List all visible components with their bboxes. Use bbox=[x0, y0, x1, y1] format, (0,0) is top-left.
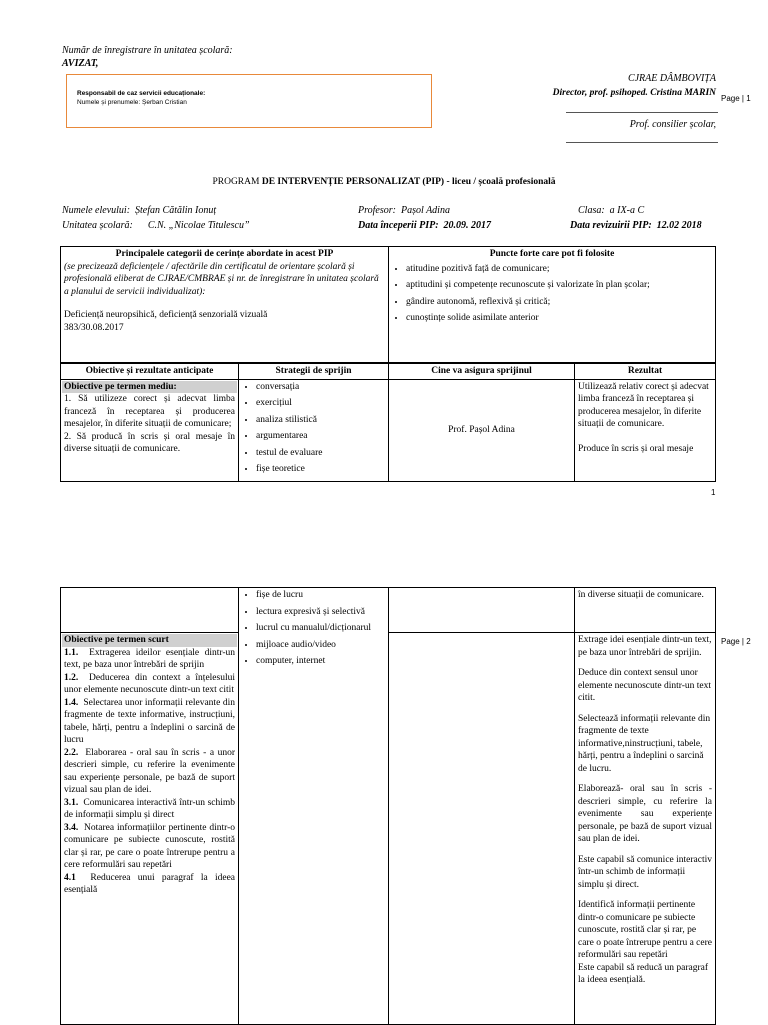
list-item: • aptitudini și competențe recunoscute și valorizate în plan școlar; bbox=[406, 279, 712, 292]
page-number-2: Page | 2 bbox=[721, 637, 751, 646]
signature-line-1 bbox=[566, 112, 718, 113]
result-column-header: Rezultat bbox=[575, 364, 716, 380]
title-prefix: PROGRAM bbox=[212, 177, 260, 187]
school-name: C.N. „Nicolae Titulescu” bbox=[147, 220, 250, 231]
requirements-note: (se precizează deficiențele / afectările din certificatul de orientare școlară și profesională eliberat de CJRAE/CMBRAE și nr. de înregistrare în unitatea școlară a planului de servicii individualizat): bbox=[64, 261, 379, 297]
who-cell-p2 bbox=[389, 633, 575, 1025]
requirements-cell bbox=[61, 247, 389, 363]
revision-date-row bbox=[570, 219, 702, 232]
list-item: • fișe de lucru bbox=[256, 589, 385, 602]
list-item: • lucrul cu manualul/dicționarul bbox=[256, 622, 385, 635]
registration-number-label: Număr de înregistrare în unitatea școlară: bbox=[62, 45, 233, 56]
short-result: Elaborează- oral sau în scris - descrieri simple, cu referire la evenimente sau experiențe personale, pe bază de suport vizual sau plan de idei. bbox=[578, 784, 712, 844]
strategies-list-p2 bbox=[242, 589, 385, 668]
short-objectives-heading: Obiective pe termen scurt bbox=[62, 634, 237, 647]
student-name-row bbox=[62, 204, 216, 217]
who-cell: Prof. Pașol Adina bbox=[389, 379, 575, 481]
short-objective: 1.4. Selectarea unor informații relevante din fragmente de texte informative, instrucțiuni, tabele, hărți, pentru a îndeplini o sarcină de lucru bbox=[64, 697, 235, 745]
requirements-heading: Principalele categorii de cerințe abordate in acest PIP bbox=[115, 249, 334, 259]
start-date: 20.09. 2017 bbox=[443, 220, 492, 231]
signature-line-2 bbox=[566, 142, 718, 143]
avizat-label: AVIZAT, bbox=[62, 58, 99, 69]
title-main: DE INTERVENȚIE PERSONALIZAT (PIP) - bbox=[261, 177, 450, 187]
student-name: Ștefan Cătălin Ionuț bbox=[135, 205, 217, 216]
result-cell bbox=[575, 379, 716, 481]
short-objective: 1.2. Deducerea din context a înțelesului unor elemente necunoscute dintr-un text citit bbox=[64, 672, 235, 695]
list-item: • mijloace audio/video bbox=[256, 639, 385, 652]
medium-objectives-cell bbox=[61, 379, 239, 481]
list-item: • lectura expresivă și selectivă bbox=[256, 606, 385, 619]
strategies-cell-p2 bbox=[239, 588, 389, 1025]
objectives-table bbox=[60, 363, 716, 482]
revision-date: 12.02 2018 bbox=[656, 220, 702, 231]
strategies-list bbox=[242, 381, 385, 476]
case-manager-name: Numele și prenumele: Șerban Cristian bbox=[77, 99, 187, 106]
short-objective: 3.1. Comunicarea interactivă într-un schimb de informații simplu și direct bbox=[64, 797, 236, 820]
list-item: • computer, internet bbox=[256, 655, 385, 668]
diagnosis-number: 383/30.08.2017 bbox=[64, 322, 124, 333]
short-result: Identifică informații pertinente dintr-o comunicare pe subiecte cunoscute, rostită clar și rar, pe care o poate întrerupe pentru a cere reformulări sau repetări bbox=[578, 900, 712, 960]
short-objectives-table bbox=[60, 587, 716, 1025]
diagnosis-text: Deficiență neuropsihică, deficiență senzorială vizuală bbox=[64, 310, 268, 320]
class-value: a IX-a C bbox=[609, 205, 645, 216]
director-label: Director, prof. psihoped. Cristina MARIN bbox=[552, 88, 716, 98]
revision-date-label: Data revizuirii PIP: bbox=[570, 220, 652, 231]
who-column-header: Cine va asigura sprijinul bbox=[389, 364, 575, 380]
requirements-table bbox=[60, 246, 716, 363]
short-results-cell bbox=[575, 633, 716, 1025]
list-item: • argumentarea bbox=[256, 430, 385, 443]
strategies-cell bbox=[239, 379, 389, 481]
short-objective: 1.1. Extragerea ideilor esențiale dintr-un text, pe baza unor întrebări de sprijin bbox=[64, 647, 236, 670]
short-result: Deduce din context sensul unor elemente necunoscute dintr-un text citit. bbox=[578, 668, 712, 703]
list-item: • fișe teoretice bbox=[256, 463, 385, 476]
list-item: • cunoștințe solide asimilate anterior bbox=[406, 312, 712, 325]
short-result: Selectează informații relevante din fragmente de texte informative,ninstrucțiuni, tabele, hărți, pentru a îndeplini o sarcină de lucru. bbox=[578, 713, 711, 774]
teacher-label: Profesor: bbox=[358, 205, 396, 216]
short-objectives-cell bbox=[61, 633, 239, 1025]
medium-objective-1: 1. Să utilizeze corect și adecvat limba franceză în receptarea și producerea mesajelor, în diferite situații de comunicare; bbox=[64, 394, 235, 429]
case-manager-box bbox=[66, 74, 432, 128]
cjrae-label: CJRAE DÂMBOVIȚA bbox=[627, 73, 716, 84]
strengths-heading: Puncte forte care pot fi folosite bbox=[489, 249, 615, 259]
strengths-cell bbox=[389, 247, 716, 363]
list-item: • testul de evaluare bbox=[256, 447, 385, 460]
medium-objectives-heading: Obiective pe termen mediu: bbox=[62, 381, 237, 394]
page-number-1: Page | 1 bbox=[721, 94, 751, 103]
strategies-column-header: Strategii de sprijin bbox=[239, 364, 389, 380]
strengths-list bbox=[392, 263, 712, 325]
objectives-column-header: Obiective și rezultate anticipate bbox=[61, 364, 239, 380]
class-row bbox=[578, 204, 644, 217]
list-item: • analiza stilistică bbox=[256, 414, 385, 427]
short-result: Extrage idei esențiale dintr-un text, pe baza unor întrebări de sprijin. bbox=[578, 635, 712, 658]
title-suffix: liceu / școală profesională bbox=[451, 177, 556, 187]
medium-result-1: Utilizează relativ corect și adecvat limba franceză în receptarea și producerea mesajelor, în diferite situații de comunicare. bbox=[578, 381, 709, 429]
teacher-row bbox=[358, 204, 450, 217]
empty-objectives-cell bbox=[61, 588, 239, 633]
list-item: • atitudine pozitivă față de comunicare; bbox=[406, 263, 712, 276]
list-item: • exercițiul bbox=[256, 397, 385, 410]
empty-who-cell bbox=[389, 588, 575, 633]
short-objective: 3.4. Notarea informațiilor pertinente dintr-o comunicare pe subiecte cunoscute, rostită clar și rar, pe care o poate întrerupe pentru a cere reformulări sau repetări bbox=[64, 822, 235, 870]
student-name-label: Numele elevului: bbox=[62, 205, 131, 216]
short-result: Este capabil să comunice interactiv într-un schimb de informații simplu și direct. bbox=[578, 854, 712, 890]
short-objective: 2.2. Elaborarea - oral sau în scris - a unor descrieri simple, cu referire la evenimente sau experiențe personale, pe bază de suport vizual sau plan de idei. bbox=[64, 747, 235, 795]
medium-objective-2: 2. Să producă în scris și oral mesaje în diverse situații de comunicare. bbox=[64, 431, 235, 454]
page-footer-number: 1 bbox=[711, 488, 716, 497]
list-item: • gândire autonomă, reflexivă și critică; bbox=[406, 296, 712, 309]
class-label: Clasa: bbox=[578, 205, 605, 216]
document-title bbox=[0, 176, 768, 189]
result-continued-cell: în diverse situații de comunicare. bbox=[575, 588, 716, 633]
start-date-label: Data începerii PIP: bbox=[358, 220, 439, 231]
school-row bbox=[62, 219, 250, 232]
counselor-label: Prof. consilier școlar, bbox=[629, 119, 716, 130]
teacher-name: Pașol Adina bbox=[400, 205, 450, 216]
medium-result-2: Produce în scris și oral mesaje bbox=[578, 443, 694, 454]
case-manager-label: Responsabil de caz servicii educaționale: bbox=[77, 90, 206, 97]
start-date-row bbox=[358, 219, 491, 232]
short-objective: 4.1 Reducerea unui paragraf la ideea esențială bbox=[64, 872, 236, 895]
short-result: Este capabil să reducă un paragraf la ideea esențială. bbox=[578, 962, 709, 985]
school-label: Unitatea școlară: bbox=[62, 220, 133, 231]
list-item: • conversația bbox=[256, 381, 385, 394]
